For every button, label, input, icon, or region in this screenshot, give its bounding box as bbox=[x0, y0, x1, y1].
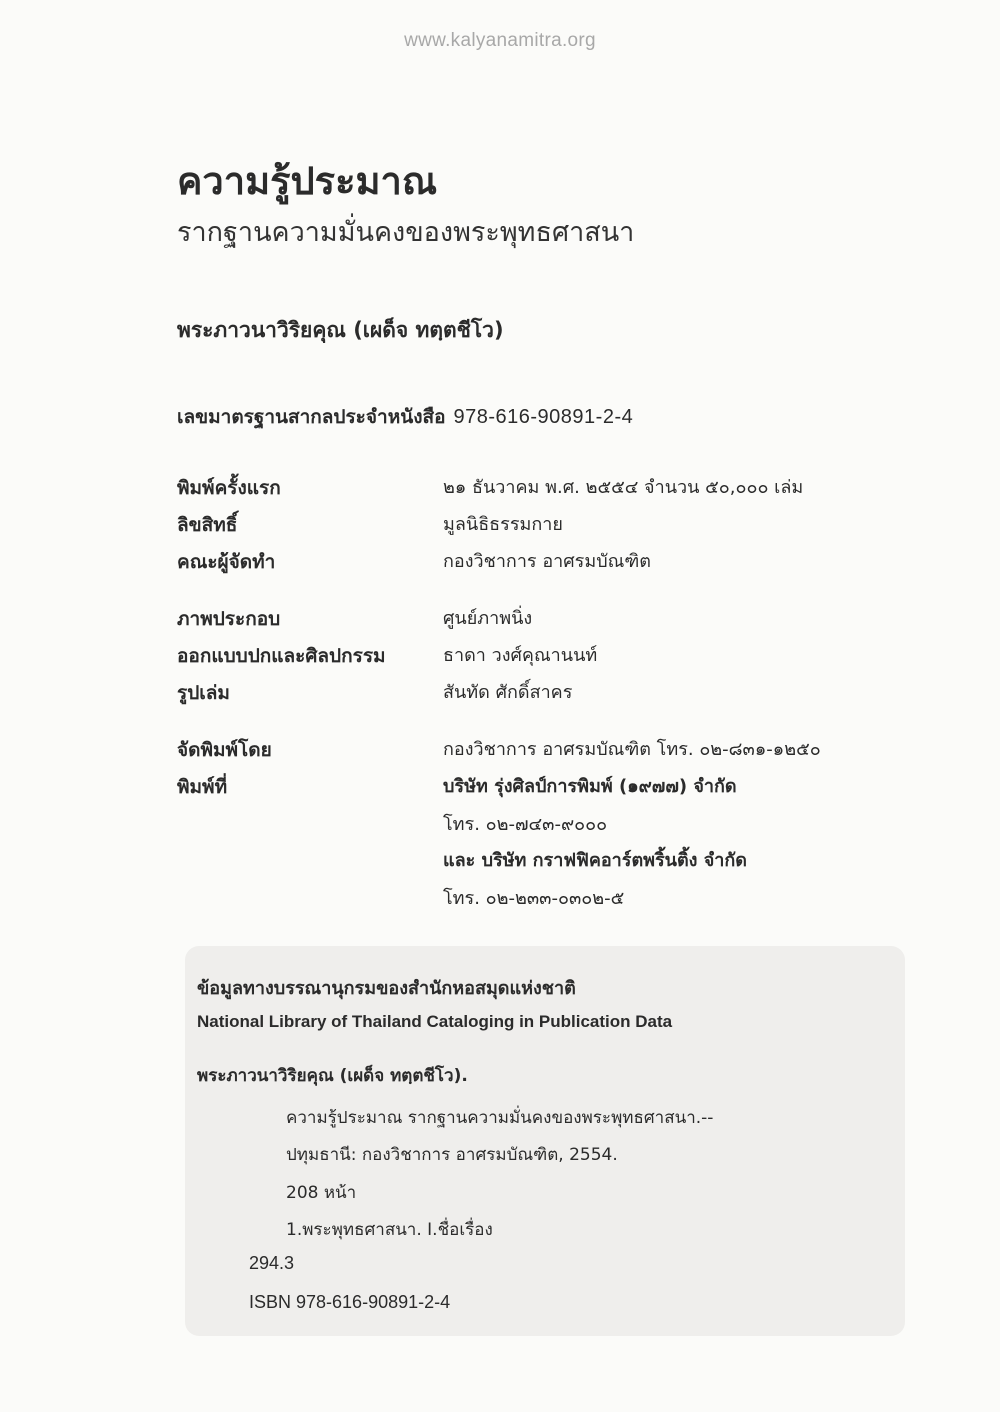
cip-thai-heading: ข้อมูลทางบรรณานุกรมของสำนักหอสมุดแห่งชาติ bbox=[197, 978, 576, 999]
detail-value: บริษัท รุ่งศิลป์การพิมพ์ (๑๙๗๗) จำกัด bbox=[443, 776, 737, 797]
detail-label: ภาพประกอบ bbox=[177, 608, 281, 630]
detail-value: ๒๑ ธันวาคม พ.ศ. ๒๕๕๔ จำนวน ๕๐,๐๐๐ เล่ม bbox=[443, 477, 804, 498]
cip-entry-line: ความรู้ประมาณ รากฐานความมั่นคงของพระพุทธศาสนา.-- bbox=[286, 1108, 714, 1128]
detail-value: ธาดา วงศ์คุณานนท์ bbox=[443, 645, 598, 666]
book-subtitle: รากฐานความมั่นคงของพระพุทธศาสนา bbox=[177, 217, 635, 248]
detail-label: ออกแบบปกและศิลปกรรม bbox=[177, 645, 386, 667]
detail-label: ลิขสิทธิ์ bbox=[177, 514, 238, 536]
cip-class-number: 294.3 bbox=[249, 1253, 295, 1273]
detail-label: จัดพิมพ์โดย bbox=[177, 739, 272, 761]
watermark-url: www.kalyanamitra.org bbox=[404, 30, 596, 51]
cip-isbn: ISBN 978-616-90891-2-4 bbox=[249, 1292, 451, 1312]
printer-line: โทร. ๐๒-๗๔๓-๙๐๐๐ bbox=[443, 814, 608, 835]
author-name: พระภาวนาวิริยคุณ (เผด็จ ทตฺตชีโว) bbox=[177, 318, 504, 342]
isbn-value: 978-616-90891-2-4 bbox=[453, 406, 634, 428]
book-title: ความรู้ประมาณ bbox=[177, 159, 438, 203]
detail-label: พิมพ์ครั้งแรก bbox=[177, 477, 281, 499]
cip-entry-line: 208 หน้า bbox=[286, 1183, 357, 1203]
printer-line: โทร. ๐๒-๒๓๓-๐๓๐๒-๕ bbox=[443, 888, 625, 909]
detail-value: กองวิชาการ อาศรมบัณฑิต โทร. ๐๒-๘๓๑-๑๒๕๐ bbox=[443, 739, 821, 760]
isbn-label: เลขมาตรฐานสากลประจำหนังสือ bbox=[177, 406, 446, 428]
cip-entry-line: ปทุมธานี: กองวิชาการ อาศรมบัณฑิต, 2554. bbox=[286, 1145, 618, 1165]
cip-author: พระภาวนาวิริยคุณ (เผด็จ ทตฺตชีโว). bbox=[197, 1066, 468, 1086]
isbn-line bbox=[177, 402, 633, 432]
cip-entry-line: 1.พระพุทธศาสนา. I.ชื่อเรื่อง bbox=[286, 1220, 493, 1240]
printer-line: และ บริษัท กราฟฟิคอาร์ตพริ้นติ้ง จำกัด bbox=[443, 850, 747, 871]
detail-value: สันทัด ศักดิ์สาคร bbox=[443, 682, 573, 703]
detail-value: กองวิชาการ อาศรมบัณฑิต bbox=[443, 551, 651, 572]
detail-label: รูปเล่ม bbox=[177, 682, 230, 704]
detail-label: พิมพ์ที่ bbox=[177, 776, 228, 798]
cip-english-heading: National Library of Thailand Cataloging in Publication Data bbox=[197, 1012, 673, 1031]
detail-label: คณะผู้จัดทำ bbox=[177, 551, 276, 573]
detail-value: มูลนิธิธรรมกาย bbox=[443, 514, 563, 535]
detail-value: ศูนย์ภาพนิ่ง bbox=[443, 608, 533, 629]
